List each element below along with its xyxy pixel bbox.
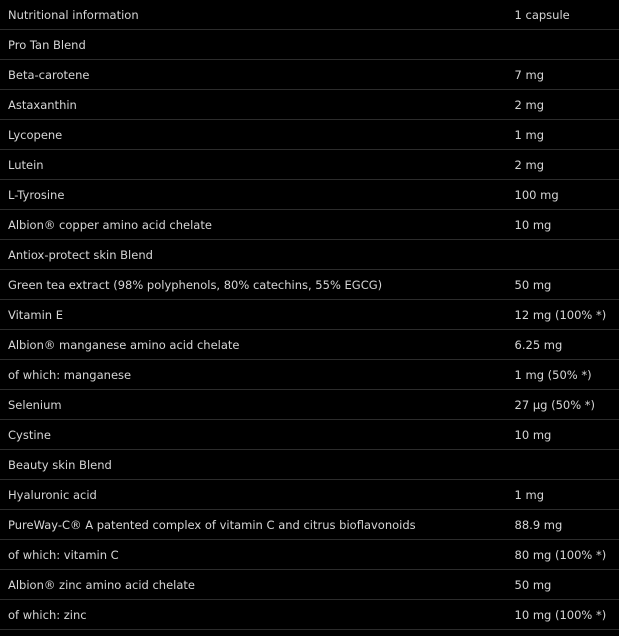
table-row xyxy=(0,390,619,420)
table-row xyxy=(0,300,619,330)
nutrient-value-cell: 2 mg xyxy=(507,90,619,120)
nutrient-name-cell: Antiox-protect skin Blend xyxy=(0,240,507,270)
table-row xyxy=(0,540,619,570)
nutrient-name-cell: Cystine xyxy=(0,420,507,450)
table-row xyxy=(0,360,619,390)
table-row xyxy=(0,180,619,210)
table-row xyxy=(0,240,619,270)
nutrient-name-cell: Green tea extract (98% polyphenols, 80% catechins, 55% EGCG) xyxy=(0,270,507,300)
nutrient-name-cell: Astaxanthin xyxy=(0,90,507,120)
nutrient-value-cell: 80 mg (100% *) xyxy=(507,540,619,570)
table-row xyxy=(0,420,619,450)
nutrient-value-cell xyxy=(507,450,619,480)
nutrient-name-cell: of which: zinc xyxy=(0,600,507,630)
header-name-cell: Nutritional information xyxy=(0,0,507,30)
table-row xyxy=(0,450,619,480)
table-row xyxy=(0,60,619,90)
table-row xyxy=(0,510,619,540)
nutrient-value-cell xyxy=(507,30,619,60)
nutrient-value-cell: 10 mg xyxy=(507,420,619,450)
nutrient-name-cell: Hyaluronic acid xyxy=(0,480,507,510)
nutrient-value-cell: 88.9 mg xyxy=(507,510,619,540)
header-value-cell: 1 capsule xyxy=(507,0,619,30)
nutrient-name-cell: Beta-carotene xyxy=(0,60,507,90)
nutrient-value-cell: 1 mg (50% *) xyxy=(507,360,619,390)
nutrient-name-cell: Albion® zinc amino acid chelate xyxy=(0,570,507,600)
nutrient-name-cell: Pro Tan Blend xyxy=(0,30,507,60)
nutrient-name-cell: Beauty skin Blend xyxy=(0,450,507,480)
nutrient-value-cell: 12 mg (100% *) xyxy=(507,300,619,330)
table-row xyxy=(0,600,619,630)
nutrient-value-cell: 27 µg (50% *) xyxy=(507,390,619,420)
table-row xyxy=(0,330,619,360)
table-row xyxy=(0,90,619,120)
nutrient-name-cell: Vitamin E xyxy=(0,300,507,330)
nutrient-name-cell: of which: manganese xyxy=(0,360,507,390)
nutrient-value-cell: 100 mg xyxy=(507,180,619,210)
nutrient-value-cell: 10 mg xyxy=(507,210,619,240)
nutrient-value-cell: 7 mg xyxy=(507,60,619,90)
nutrient-value-cell: 6.25 mg xyxy=(507,330,619,360)
nutrient-value-cell: 50 mg xyxy=(507,270,619,300)
table-row xyxy=(0,480,619,510)
table-row xyxy=(0,150,619,180)
nutrient-value-cell: 2 mg xyxy=(507,150,619,180)
nutrient-value-cell: 1 mg xyxy=(507,480,619,510)
table-header-row xyxy=(0,0,619,30)
nutrient-value-cell: 10 mg (100% *) xyxy=(507,600,619,630)
table-row xyxy=(0,120,619,150)
nutrient-name-cell: of which: vitamin C xyxy=(0,540,507,570)
table-row xyxy=(0,30,619,60)
nutrient-name-cell: Lycopene xyxy=(0,120,507,150)
nutrient-name-cell: L-Tyrosine xyxy=(0,180,507,210)
nutrient-name-cell: PureWay-C® A patented complex of vitamin C and citrus bioflavonoids xyxy=(0,510,507,540)
nutrient-value-cell: 50 mg xyxy=(507,570,619,600)
nutrient-name-cell: Albion® copper amino acid chelate xyxy=(0,210,507,240)
nutrient-name-cell: Albion® manganese amino acid chelate xyxy=(0,330,507,360)
nutrient-value-cell xyxy=(507,240,619,270)
nutrient-name-cell: Selenium xyxy=(0,390,507,420)
nutrient-value-cell: 1 mg xyxy=(507,120,619,150)
table-row xyxy=(0,570,619,600)
table-row xyxy=(0,210,619,240)
table-row xyxy=(0,270,619,300)
nutrient-name-cell: Lutein xyxy=(0,150,507,180)
